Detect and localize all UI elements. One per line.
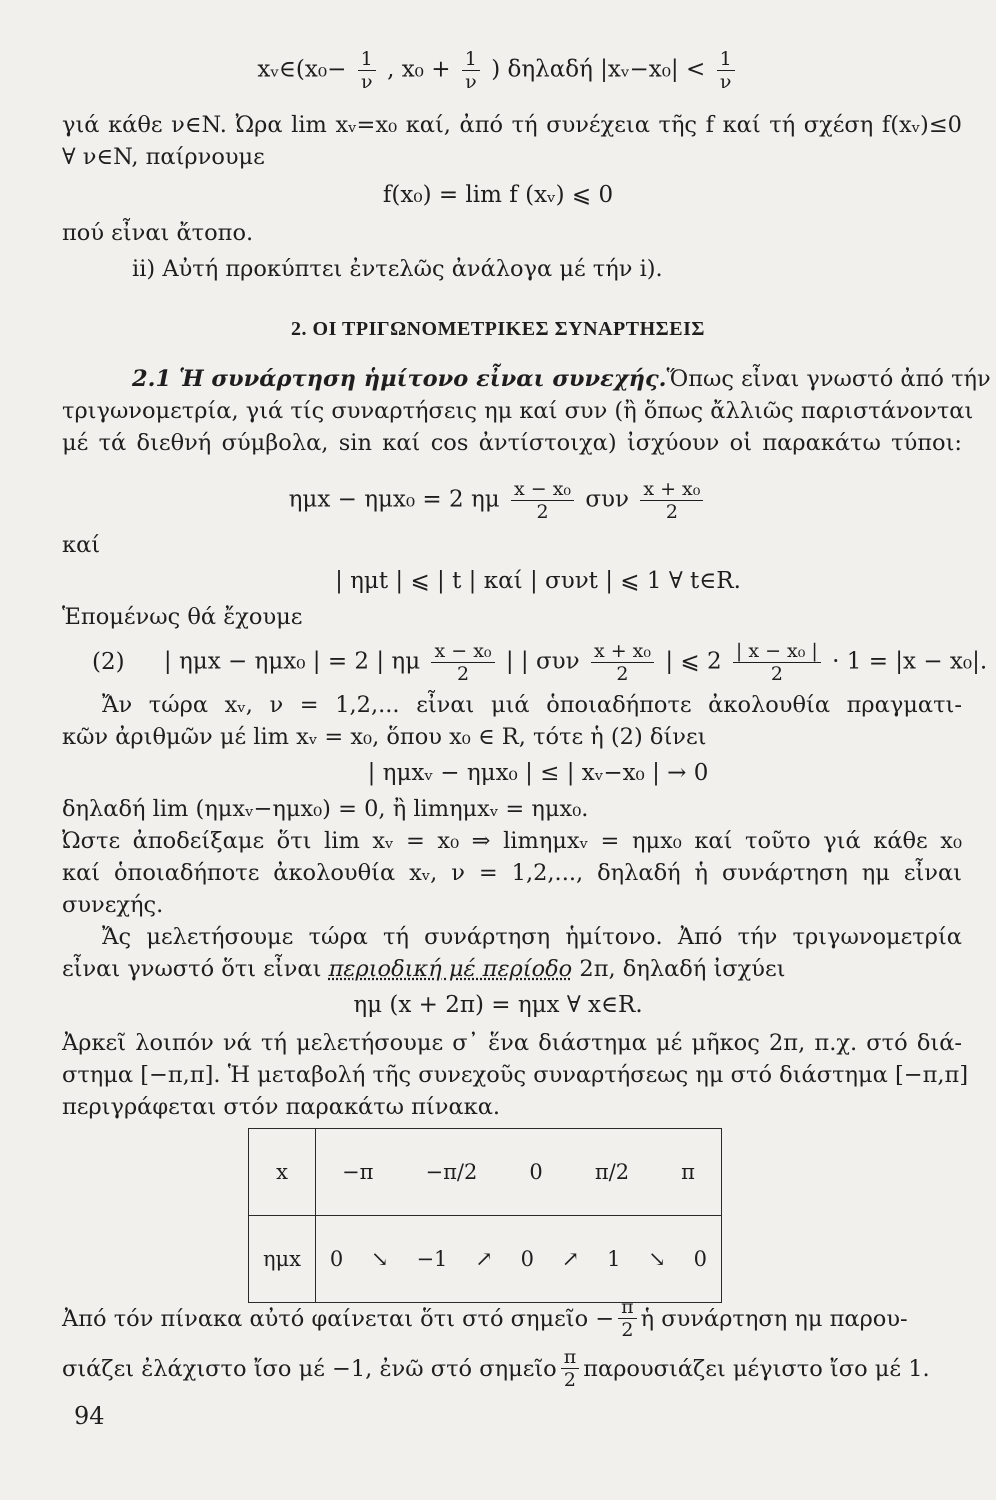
line-1: xᵥ∈(x₀− $\frac{1}{\nu}$ , x₀ + $\frac{1}{\nu}$ ) δηλαδή |xᵥ−x₀| < $\frac{1}{\nu}$: [0, 48, 996, 93]
equation-sine-difference: ημx − ημx₀ = 2 ημ $\frac{\text{x − x₀}}{2}$ συν $\frac{\text{x + x₀}}{2}$: [0, 478, 996, 523]
line-26: σιάζει ἐλάχιστο ἴσο μέ −1, ἐνῶ στό σημεῖο $\frac{\pi}{2}$ παρουσιάζει μέγιστο ἴσο μέ 1.: [62, 1346, 930, 1391]
table-cell-variation: 0 ↘ −1 ↗ 0 ↗ 1 ↘ 0: [316, 1216, 722, 1303]
page-number: 94: [74, 1402, 105, 1430]
subsection-line: [132, 364, 991, 394]
line-18: συνεχής.: [62, 892, 164, 918]
line-5: πού εἶναι ἄτοπο.: [62, 220, 254, 246]
line-17: καί ὁποιαδήποτε ἀκολουθία xᵥ, ν = 1,2,..., δηλαδή ἡ συνάρτηση ημ εἶναι: [62, 860, 962, 886]
variation-table: [248, 1128, 722, 1303]
arrow-up-icon: ↗: [475, 1247, 493, 1271]
line-23: στημα [−π,π]. Ἡ μεταβολή τῆς συνεχοῦς συναρτήσεως ημ στό διάστημα [−π,π]: [62, 1062, 969, 1088]
equation-sequence-bound: | ημxᵥ − ημx₀ | ≤ | xᵥ−x₀ | → 0: [367, 760, 709, 786]
line-13: κῶν ἀριθμῶν μέ lim xᵥ = x₀, ὅπου x₀ ∈ R, τότε ἡ (2) δίνει: [62, 724, 707, 750]
arrow-down-icon: ↘: [371, 1247, 389, 1271]
line-12: Ἄν τώρα xᵥ, ν = 1,2,... εἶναι μιά ὁποιαδήποτε ἀκολουθία πραγματι-: [102, 692, 962, 718]
table-row: [249, 1129, 722, 1216]
line-16: Ὠστε ἀποδείξαμε ὅτι lim xᵥ = x₀ ⇒ limημxᵥ = ημx₀ καί τοῦτο γιά κάθε x₀: [62, 828, 962, 854]
line-3: ∀ ν∈N, παίρνουμε: [62, 144, 265, 170]
equation-periodicity: ημ (x + 2π) = ημx ∀ x∈R.: [353, 992, 643, 1018]
table-row: [249, 1216, 722, 1303]
arrow-down-icon: ↘: [648, 1247, 666, 1271]
subsection-title: 2.1 Ἡ συνάρτηση ἡμίτονο εἶναι συνεχής.: [132, 366, 667, 392]
line-2: γιά κάθε ν∈N. Ὠρα lim xᵥ=x₀ καί, ἀπό τή συνέχεια τῆς f καί τή σχέση f(xᵥ)≤0: [62, 112, 962, 138]
line-19: Ἄς μελετήσουμε τώρα τή συνάρτηση ἡμίτονο. Ἀπό τήν τριγωνομετρία: [102, 924, 962, 950]
line-kai: καί: [62, 532, 101, 558]
table-header-sin: ημx: [249, 1216, 316, 1303]
equation-bounds: | ημt | ⩽ | t | καί | συνt | ⩽ 1 ∀ t∈R.: [335, 568, 741, 594]
line-epomenos: Ἑπομένως θά ἔχουμε: [62, 604, 303, 630]
table-cell-values: −π −π/2 0 π/2 π: [316, 1129, 722, 1216]
arrow-up-icon: ↗: [561, 1247, 580, 1271]
line-25: Ἀπό τόν πίνακα αὐτό φαίνεται ὅτι στό σημεῖο − $\frac{\pi}{2}$ ἡ συνάρτηση ημ παρου-: [62, 1296, 908, 1341]
line-6: ii) Αὐτή προκύπτει ἐντελῶς ἀνάλογα μέ τήν i).: [132, 256, 663, 282]
equation-2: (2) | ημx − ημx₀ | = 2 | ημ $\frac{\text{x − x₀}}{2}$ | | συν $\frac{\text{x + x₀}}{2}$ | ⩽ 2 $\frac{\text{| x − x₀ |}}{2}$ · 1 = |x − x₀|.: [92, 640, 988, 685]
section-heading: 2. ΟΙ ΤΡΙΓΩΝΟΜΕΤΡΙΚΕΣ ΣΥΝΑΡΤΗΣΕΙΣ: [291, 318, 705, 340]
line-20: εἶναι γνωστό ὅτι εἶναι περιοδική μέ περίοδο 2π, δηλαδή ἰσχύει: [62, 956, 786, 982]
line-24: περιγράφεται στόν παρακάτω πίνακα.: [62, 1094, 501, 1120]
table-header-x: x: [249, 1129, 316, 1216]
line-8: τριγωνομετρία, γιά τίς συναρτήσεις ημ καί συν (ἢ ὅπως ἄλλιῶς παριστάνονται: [62, 398, 974, 424]
line-9: μέ τά διεθνή σύμβολα, sin καί cos ἀντίστοιχα) ἰσχύουν οἱ παρακάτω τύποι:: [62, 430, 962, 456]
line-15: δηλαδή lim (ημxᵥ−ημx₀) = 0, ἢ limημxᵥ = ημx₀.: [62, 796, 589, 822]
equation-limit: f(x₀) = lim f (xᵥ) ⩽ 0: [382, 182, 614, 208]
line-22: Ἀρκεῖ λοιπόν νά τή μελετήσουμε σ᾽ ἕνα διάστημα μέ μῆκος 2π, π.χ. στό διά-: [62, 1030, 962, 1056]
subsection-text: Ὅπως εἶναι γνωστό ἀπό τήν: [666, 366, 991, 392]
